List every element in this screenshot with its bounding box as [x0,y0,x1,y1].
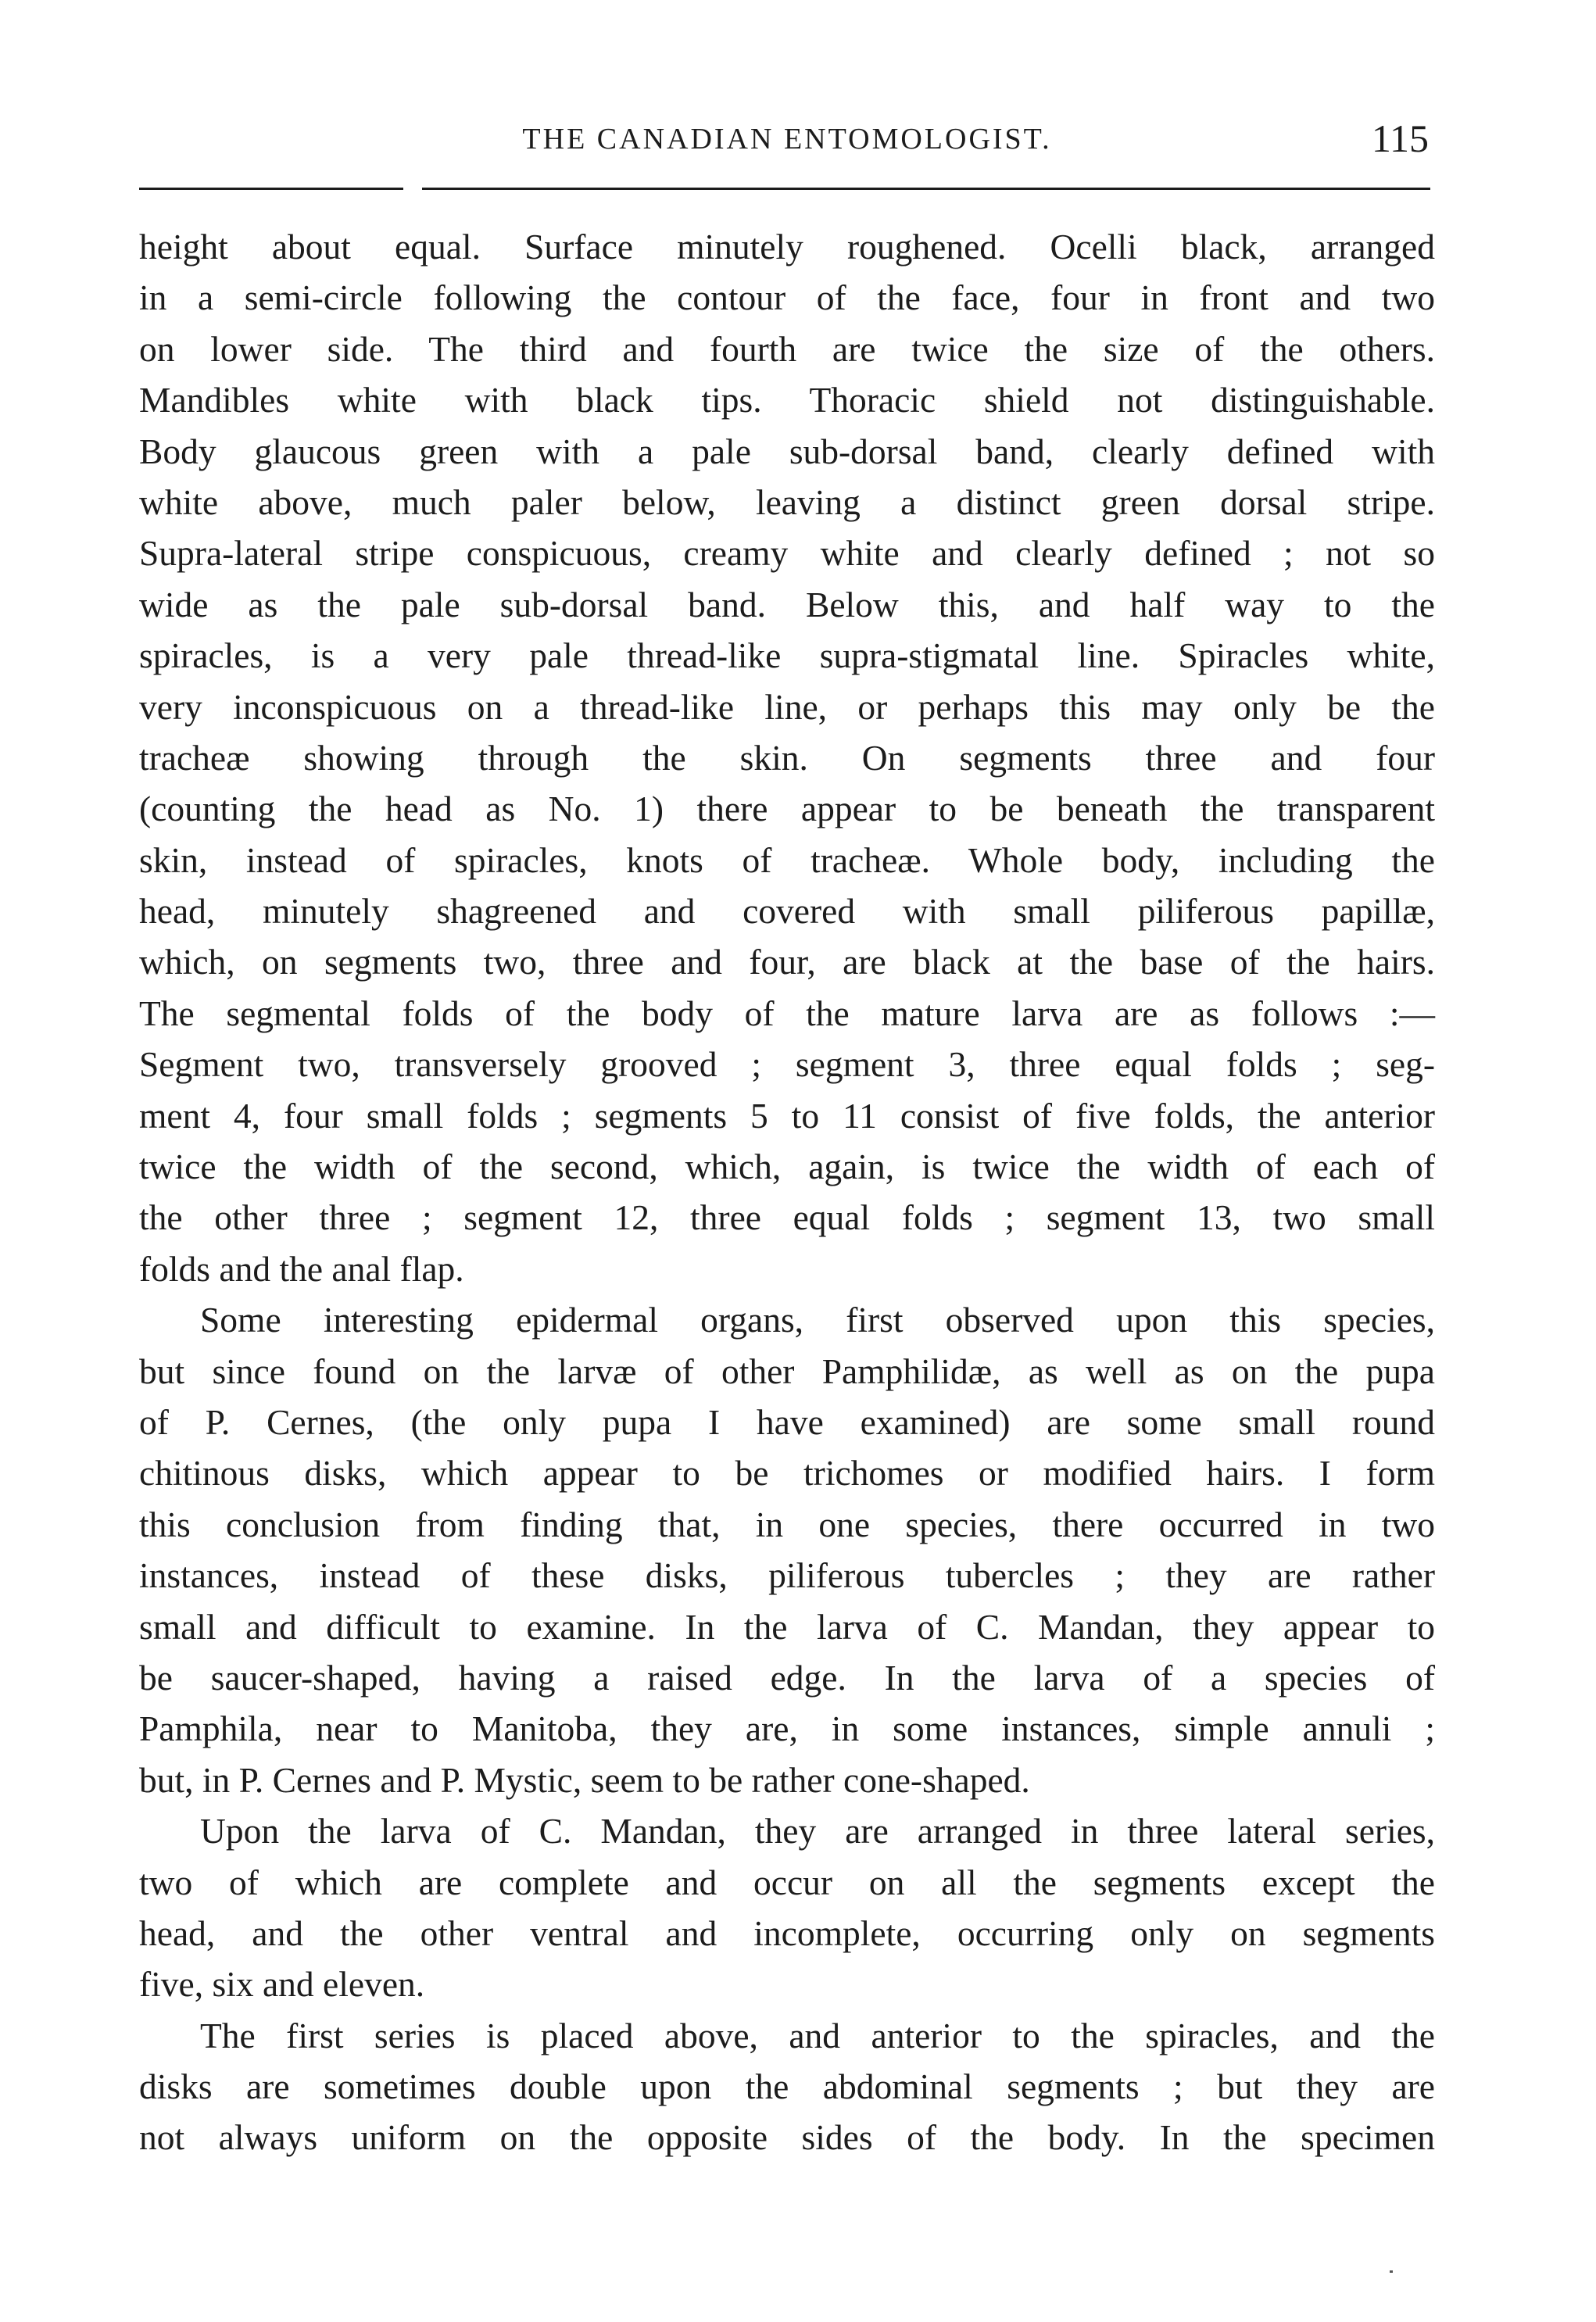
text-line: be saucer-shaped, having a raised edge. In the larva of a species of [139,1657,1435,1698]
text-line: on lower side. The third and fourth are twice the size of the others. [139,328,1435,369]
print-speck [1390,2270,1393,2273]
text-line: tracheæ showing through the skin. On segments three and four [139,737,1435,778]
text-line: height about equal. Surface minutely roughened. Ocelli black, arranged [139,227,1435,267]
text-line: white above, much paler below, leaving a distinct green dorsal stripe. [139,481,1435,522]
text-line: Pamphila, near to Manitoba, they are, in some instances, simple annuli ; [139,1708,1435,1749]
text-line: the other three ; segment 12, three equal folds ; segment 13, two small [139,1197,1435,1238]
text-line: folds and the anal flap. [139,1248,464,1289]
header-rule-right [422,188,1430,190]
text-line: Segment two, transversely grooved ; segment 3, three equal folds ; seg- [139,1044,1435,1085]
text-line: of P. Cernes, (the only pupa I have examined) are some small round [139,1401,1435,1442]
text-line: but, in P. Cernes and P. Mystic, seem to be rather cone-shaped. [139,1759,1030,1800]
text-line: five, six and eleven. [139,1964,425,2005]
text-line: disks are sometimes double upon the abdominal segments ; but they are [139,2066,1435,2107]
text-line: instances, instead of these disks, piliferous tubercles ; they are rather [139,1555,1435,1596]
text-line: The first series is placed above, and anterior to the spiracles, and the [200,2015,1435,2055]
text-line: Upon the larva of C. Mandan, they are arranged in three lateral series, [200,1811,1435,1852]
body-text [139,221,1435,2163]
text-line: Body glaucous green with a pale sub-dorsal band, clearly defined with [139,431,1435,471]
running-title: THE CANADIAN ENTOMOLOGIST. [522,123,1052,156]
text-line: (counting the head as No. 1) there appear to be beneath the transparent [139,789,1435,829]
text-line: Supra-lateral stripe conspicuous, creamy white and clearly defined ; not so [139,533,1435,574]
text-line: very inconspicuous on a thread-like line, or perhaps this may only be the [139,686,1435,727]
header-rule-left [139,188,403,190]
text-line: Mandibles white with black tips. Thoracic shield not distinguishable. [139,380,1435,420]
text-line: wide as the pale sub-dorsal band. Below this, and half way to the [139,584,1435,624]
text-line: not always uniform on the opposite sides of the body. In the specimen [139,2117,1435,2158]
text-line: skin, instead of spiracles, knots of tracheæ. Whole body, including the [139,839,1435,880]
text-line: The segmental folds of the body of the mature larva are as follows :— [139,993,1435,1033]
text-line: ment 4, four small folds ; segments 5 to 11 consist of five folds, the anterior [139,1095,1435,1136]
page-number: 115 [1371,116,1429,160]
text-line: in a semi-circle following the contour of the face, four in front and two [139,277,1435,318]
text-line: but since found on the larvæ of other Pamphilidæ, as well as on the pupa [139,1351,1435,1391]
text-line: Some interesting epidermal organs, first observed upon this species, [200,1300,1435,1340]
page-header [139,116,1435,170]
text-line: which, on segments two, three and four, are black at the base of the hairs. [139,942,1435,982]
text-line: chitinous disks, which appear to be trichomes or modified hairs. I form [139,1453,1435,1494]
text-line: small and difficult to examine. In the larva of C. Mandan, they appear to [139,1606,1435,1647]
text-line: two of which are complete and occur on all the segments except the [139,1862,1435,1902]
text-line: this conclusion from finding that, in one species, there occurred in two [139,1504,1435,1544]
text-line: spiracles, is a very pale thread-like supra-stigmatal line. Spiracles white, [139,635,1435,676]
text-line: head, and the other ventral and incomplete, occurring only on segments [139,1912,1435,1953]
text-line: twice the width of the second, which, again, is twice the width of each of [139,1147,1435,1187]
text-line: head, minutely shagreened and covered with small piliferous papillæ, [139,891,1435,932]
